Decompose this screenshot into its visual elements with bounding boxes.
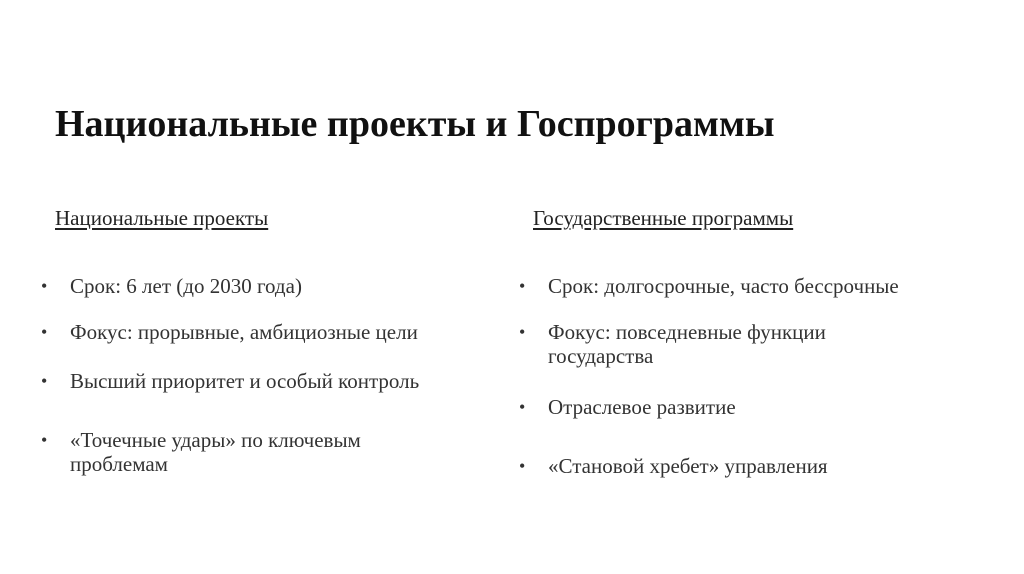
list-item bbox=[41, 428, 361, 476]
list-item-text: Срок: 6 лет (до 2030 года) bbox=[70, 274, 302, 298]
state-programs-heading: Государственные программы bbox=[533, 206, 794, 230]
bullet-icon: • bbox=[41, 276, 48, 296]
list-item bbox=[519, 274, 899, 298]
national-projects-heading: Национальные проекты bbox=[55, 206, 269, 230]
bullet-icon: • bbox=[519, 397, 526, 417]
list-item-text: Фокус: повседневные функции государства bbox=[548, 320, 826, 368]
list-item-text: Фокус: прорывные, амбициозные цели bbox=[70, 320, 418, 344]
bullet-icon: • bbox=[41, 430, 48, 450]
bullet-icon: • bbox=[519, 276, 526, 296]
list-item-text: Срок: долгосрочные, часто бессрочные bbox=[548, 274, 899, 298]
list-item bbox=[41, 369, 419, 393]
bullet-icon: • bbox=[519, 322, 526, 342]
list-item bbox=[519, 395, 736, 419]
list-item-text: Высший приоритет и особый контроль bbox=[70, 369, 420, 393]
list-item bbox=[41, 274, 302, 298]
bullet-icon: • bbox=[41, 322, 48, 342]
list-item bbox=[41, 320, 418, 344]
list-item-text: «Становой хребет» управления bbox=[548, 454, 828, 478]
slide-title: Национальные проекты и Госпрограммы bbox=[55, 103, 775, 145]
list-item bbox=[519, 454, 828, 478]
bullet-icon: • bbox=[519, 456, 526, 476]
list-item bbox=[519, 320, 826, 368]
bullet-icon: • bbox=[41, 371, 48, 391]
list-item-text: «Точечные удары» по ключевым проблемам bbox=[70, 428, 361, 476]
list-item-text: Отраслевое развитие bbox=[548, 395, 736, 419]
